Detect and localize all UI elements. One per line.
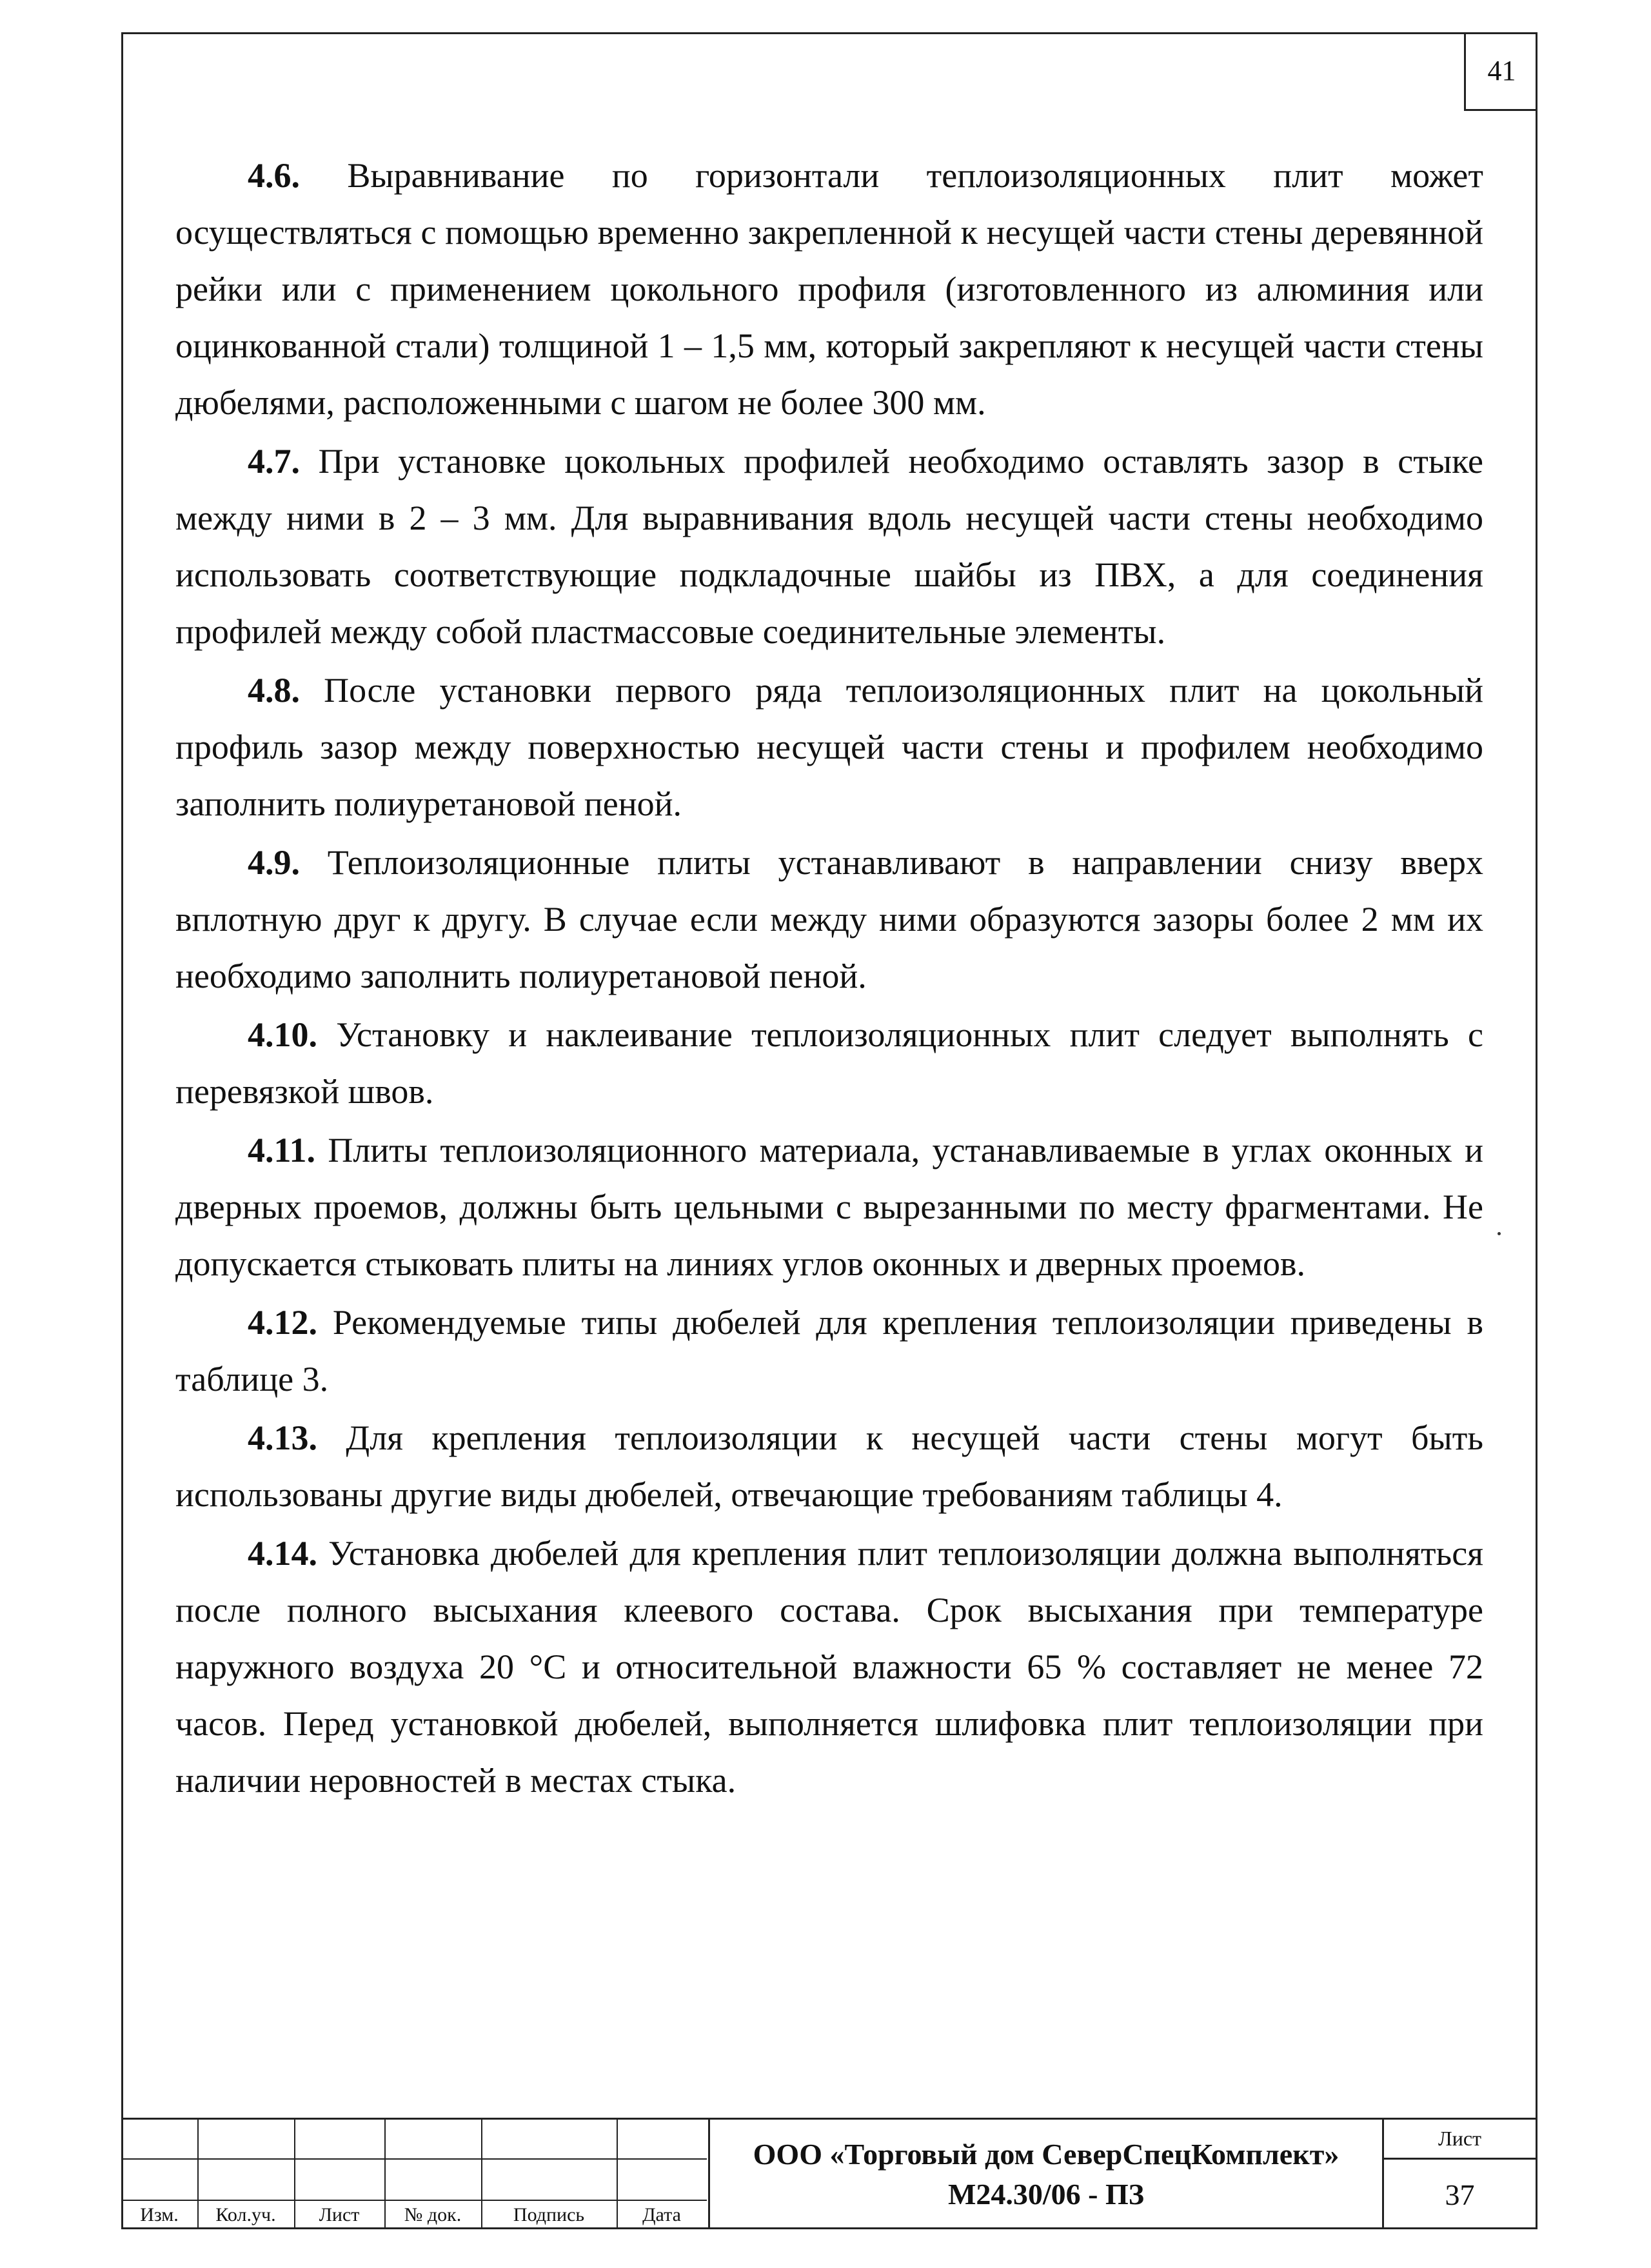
paragraph-4-8: 4.8. После установки первого ряда теплоизоляционных плит на цокольный профиль зазор между поверхностью несущей части стены и профилем необходимо заполнить полиуретановой пеной.: [175, 671, 1483, 823]
paragraph-4-13: 4.13. Для крепления теплоизоляции к несущей части стены могут быть использованы другие виды дюбелей, отвечающие требованиям таблицы 4.: [175, 1418, 1483, 1514]
paragraph-4-9: 4.9. Теплоизоляционные плиты устанавливают в направлении снизу вверх вплотную друг к другу. В случае если между ними образуются зазоры более 2 мм их необходимо заполнить полиуретановой пеной.: [175, 843, 1483, 995]
scan-speck: [1498, 1232, 1501, 1235]
sheet-label: Лист: [1384, 2120, 1536, 2160]
col-list: Лист: [319, 2204, 360, 2225]
organization-name: ООО «Торговый дом СеверСпецКомплект»: [753, 2138, 1340, 2171]
grid-row-line: [121, 2158, 707, 2160]
paragraph-4-7: 4.7. При установке цокольных профилей необходимо оставлять зазор в стыке между ними в 2 – 3 мм. Для выравнивания вдоль несущей части стены необходимо использовать соответствующие подкладочные шайбы из ПВХ, а для соединения профилей между собой пластмассовые соединительные элементы.: [175, 442, 1483, 651]
page-number: 41: [1464, 32, 1537, 111]
sheet-block: [1384, 2120, 1536, 2229]
paragraph-4-12: 4.12. Рекомендуемые типы дюбелей для крепления теплоизоляции приведены в таблице 3.: [175, 1303, 1483, 1398]
col-doc-number: № док.: [404, 2204, 462, 2225]
paragraph-4-14: 4.14. Установка дюбелей для крепления плит теплоизоляции должна выполняться после полного высыхания клеевого состава. Срок высыхания при температуре наружного воздуха 20 °С и относительной влажности 65 % составляет не менее 72 часов. Перед установкой дюбелей, выполняется шлифовка плит теплоизоляции при наличии неровностей в местах стыка.: [175, 1534, 1483, 1800]
sheet-number: 37: [1445, 2178, 1475, 2211]
organization-block: [708, 2120, 1384, 2229]
col-kol-uch: Кол.уч.: [215, 2204, 276, 2225]
revision-grid: [121, 2120, 707, 2231]
document-code: М24.30/06 - ПЗ: [947, 2178, 1145, 2211]
col-izm: Изм.: [140, 2204, 179, 2225]
document-body: [175, 147, 1483, 1809]
paragraph-4-11: 4.11. Плиты теплоизоляционного материала, устанавливаемые в углах оконных и дверных проемов, должны быть цельными с вырезанными по месту фрагментами. Не допускается стыковать плиты на линиях углов оконных и дверных проемов.: [175, 1131, 1483, 1283]
paragraph-4-10: 4.10. Установку и наклеивание теплоизоляционных плит следует выполнять с перевязкой швов.: [175, 1015, 1483, 1111]
paragraph-4-6: 4.6. Выравнивание по горизонтали теплоизоляционных плит может осуществляться с помощью временно закрепленной к несущей части стены деревянной рейки или с применением цокольного профиля (изготовленного из алюминия или оцинкованной стали) толщиной 1 – 1,5 мм, который закрепляют к несущей части стены дюбелями, расположенными с шагом не более 300 мм.: [175, 156, 1483, 422]
col-signature: Подпись: [513, 2204, 585, 2225]
col-date: Дата: [642, 2204, 681, 2225]
title-block: [121, 2118, 1537, 2229]
